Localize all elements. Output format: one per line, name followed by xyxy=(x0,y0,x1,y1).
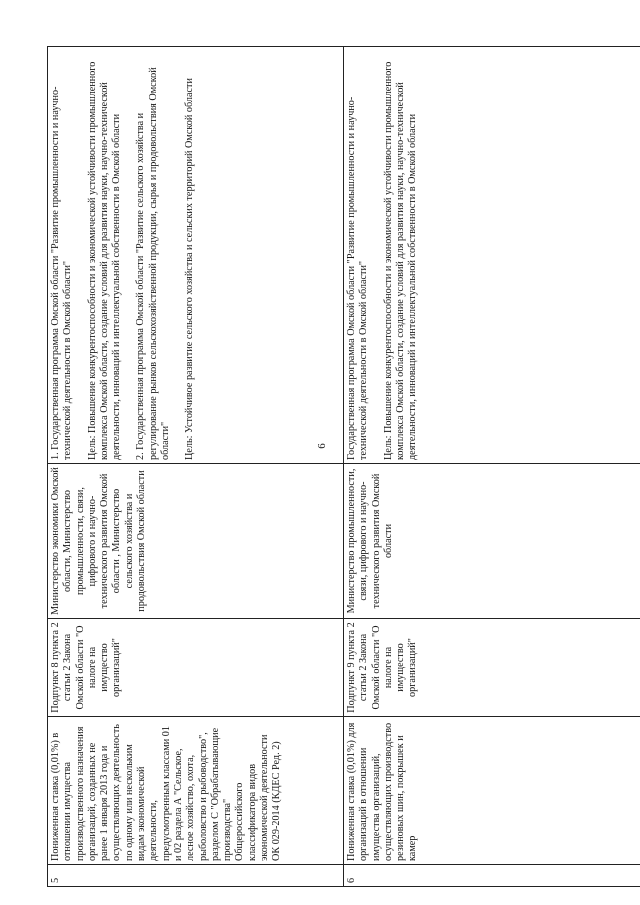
curator-agencies: Министерство промышленности, связи, цифрового и научно-технического развития Омской области xyxy=(344,464,640,619)
row-number: 6 xyxy=(344,865,640,887)
benefit-description: Пониженная ставка (0,01%) в отношении имущества производственного назначения организаций, созданных не ранее 1 января 2013 года и осуществляющих деятельность по одному или нескольким видам экономической деятельности, предусмотренным классами 01 и 02 раздела А "Сельское, лесное хозяйство, охота, рыболовство и рыбоводство", разделом С "Обрабатывающие производства" Общероссийского классификатора видов экономической деятельности ОК 029-2014 (КДЕС Ред. 2) xyxy=(48,717,344,865)
legal-basis: Подпункт 8 пункта 2 статьи 2 Закона Омской области "О налоге на имущество организаций" xyxy=(48,619,344,717)
table-row xyxy=(48,47,344,887)
program-title: Государственная программа Омской области "Развитие промышленности и научно-технической деятельности в Омской области" xyxy=(346,96,370,460)
state-programs-cell xyxy=(344,47,640,464)
row-number: 5 xyxy=(48,865,344,887)
table-row xyxy=(344,47,640,887)
program-title: 2. Государственная программа Омской области "Развитие сельского хозяйства и регулирование рынков сельскохозяйственной продукции, сырья и продовольствия Омской области" xyxy=(135,67,172,460)
tax-benefits-table xyxy=(47,46,640,887)
rotated-table-container xyxy=(47,47,640,887)
page-number: 6 xyxy=(316,443,328,449)
state-programs-cell xyxy=(48,47,344,464)
program-goal: Цель: Повышение конкурентоспособности и экономической устойчивости промышленного комплекса Омской области, создание условий для развития науки, научно-технической деятельности, инноваций и интеллектуальной собственности в Омской области xyxy=(86,61,123,460)
benefit-description: Пониженная ставка (0,01%) для организаций в отношении имущества организаций, осуществляющих производство резиновых шин, покрышек и камер xyxy=(344,717,640,865)
program-goal: Цель: Повышение конкурентоспособности и экономической устойчивости промышленного комплекса Омской области, создание условий для развития науки, научно-технической деятельности, инноваций и интеллектуальной собственности в Омской области xyxy=(382,61,419,460)
program-title: 1. Государственная программа Омской области "Развитие промышленности и научно-технической деятельности в Омской области" xyxy=(50,86,74,460)
program-goal: Цель: Устойчивое развитие сельского хозяйства и сельских территорий Омской области xyxy=(184,78,196,460)
legal-basis: Подпункт 9 пункта 2 статьи 2 Закона Омской области "О налоге на имущество организаций" xyxy=(344,619,640,717)
curator-agencies: Министерство экономики Омской области, Министерство промышленности, связи, цифрового и научно-технического развития Омской области , Министерство сельского хозяйства и продовольствия Омской области xyxy=(48,464,344,619)
